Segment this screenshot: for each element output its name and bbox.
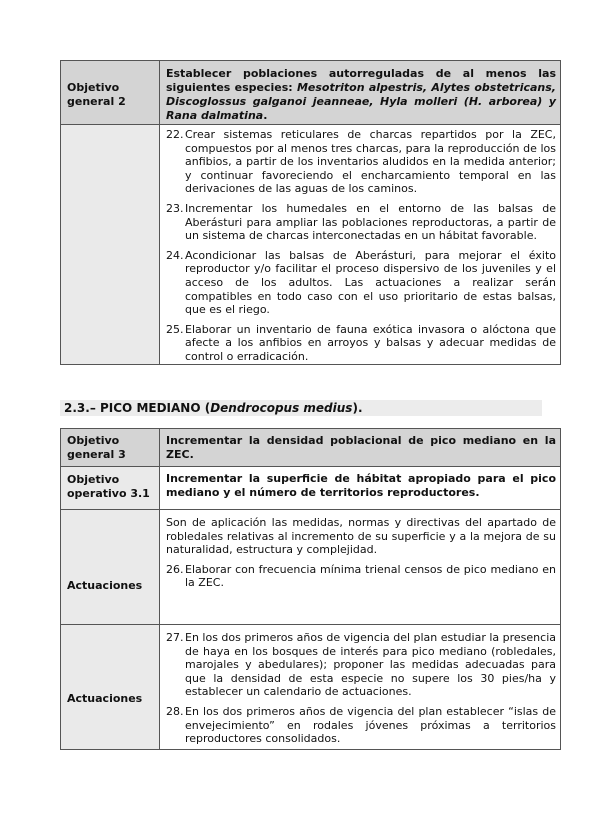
list-item: [166, 631, 556, 699]
item-number: 27.: [166, 631, 184, 644]
section-heading-end: ).: [352, 401, 363, 415]
list-item: [166, 249, 556, 317]
item-text: Elaborar un inventario de fauna exótica invasora o alóctona que afecte a los anfibios en arroyos y balsas y adecuar medidas de control o erradicación.: [185, 322, 556, 363]
table-row: [61, 510, 561, 625]
intro-paragraph: Son de aplicación las medidas, normas y directivas del apartado de robledales relativas al incremento de su superficie y a la mejora de su naturalidad, estructura y complejidad.: [166, 516, 556, 557]
item-number: 23.: [166, 201, 184, 215]
table-row: [61, 125, 561, 365]
objective-label: Objetivo general 2: [67, 81, 126, 108]
actions-cell: [160, 625, 561, 750]
objective-title: Incrementar la densidad poblacional de pico mediano en la ZEC.: [166, 434, 556, 461]
section-heading: [60, 400, 542, 416]
row-label-cell: [61, 625, 160, 750]
item-number: 28.: [166, 704, 184, 718]
table-row: [61, 429, 561, 467]
row-label-cell: [61, 510, 160, 625]
list-item: [166, 563, 556, 590]
species-name: Dendrocopus medius: [210, 401, 353, 415]
item-number: 24.: [166, 248, 184, 262]
item-text: Incrementar los humedales en el entorno de las balsas de Aberásturi para ampliar las poblaciones reproductoras, a partir de un sistema de charcas interconectadas en un hábitat favorable.: [185, 201, 556, 243]
item-number: 22.: [166, 128, 184, 141]
list-item: [166, 202, 556, 243]
item-text: Elaborar con frecuencia mínima trienal censos de pico mediano en la ZEC.: [185, 562, 556, 590]
list-item: [166, 128, 556, 196]
item-text: En los dos primeros años de vigencia del plan estudiar la presencia de haya en los bosques de interés para pico mediano (robledales, marojales y abedulares); proponer las medidas adecuadas para que la densidad de esta especie no supere los 30 pies/ha y establecer un calendario de actuaciones.: [185, 631, 556, 699]
actions-label: Actuaciones: [67, 692, 143, 705]
row-header-cell: [160, 61, 561, 125]
row-label-cell: [61, 125, 160, 365]
item-number: 26.: [166, 562, 184, 576]
row-label-cell: [61, 429, 160, 467]
item-text: En los dos primeros años de vigencia del plan establecer “islas de envejecimiento” en rodales jóvenes próximas a territorios reproductores consolidados.: [185, 704, 556, 746]
section-heading-text: 2.3.– PICO MEDIANO (: [64, 401, 211, 415]
objective-3-table: [60, 428, 561, 750]
species-list: Mesotriton alpestris, Alytes obstetricans, Discoglossus galganoi jeanneae, Hyla molleri (H. arborea) y Rana dalmatina: [166, 81, 556, 122]
row-label-cell: [61, 61, 160, 125]
objective-label: Objetivo general 3: [67, 434, 126, 461]
item-text: Crear sistemas reticulares de charcas repartidos por la ZEC, compuestos por al menos tres charcas, para la reproducción de los anfibios, a partir de los inventarios aludidos en la medida anterior; y continuar favoreciendo el encharcamiento temporal en las derivaciones de las aguas de los caminos.: [185, 128, 556, 196]
actions-cell: [160, 510, 561, 625]
objective-title-end: .: [263, 109, 268, 122]
item-number: 25.: [166, 322, 184, 336]
objective-title-text: Establecer poblaciones autorreguladas de al menos las siguientes especies:: [166, 67, 556, 94]
list-item: [166, 323, 556, 364]
item-text: Acondicionar las balsas de Aberásturi, para mejorar el éxito reproductor y/o facilitar el proceso dispersivo de los juveniles y el acceso de los adultos. Las actuaciones a realizar serán compatibles en todo caso con el uso prioritario de estas balsas, que es el riego.: [185, 248, 556, 317]
actions-cell: [160, 125, 561, 365]
objective-2-table: [60, 60, 561, 365]
table-row: [61, 625, 561, 750]
row-header-cell: [160, 429, 561, 467]
operational-objective-title: Incrementar la superficie de hábitat apropiado para el pico mediano y el número de territorios reproductores.: [166, 472, 556, 499]
row-header-cell: [160, 467, 561, 510]
list-item: [166, 705, 556, 746]
actions-label: Actuaciones: [67, 579, 143, 592]
table-row: [61, 467, 561, 510]
table-row: [61, 61, 561, 125]
objective-title: [160, 61, 560, 123]
operational-objective-label: Objetivo operativo 3.1: [67, 473, 150, 500]
row-label-cell: [61, 467, 160, 510]
